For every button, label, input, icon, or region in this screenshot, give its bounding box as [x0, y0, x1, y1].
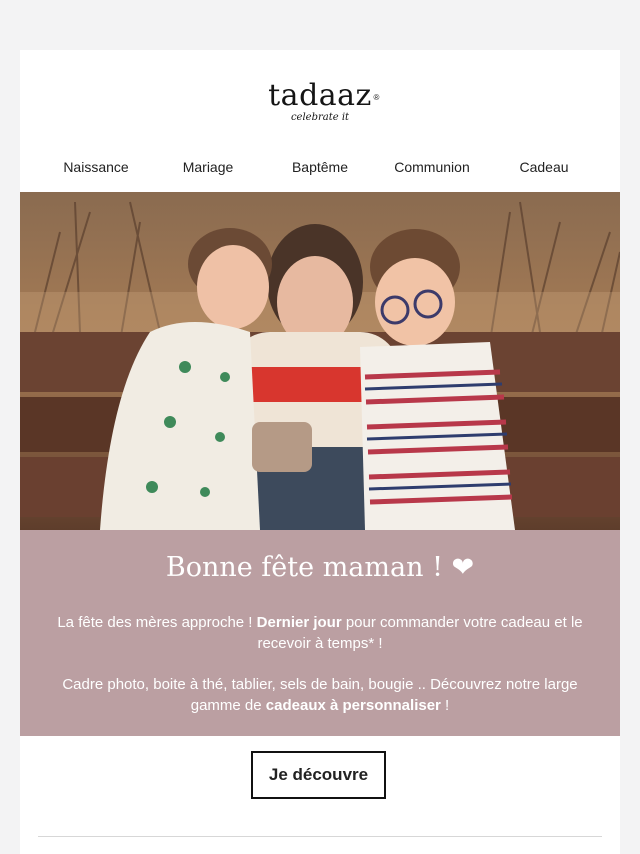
promo-paragraph-2: Cadre photo, boite à thé, tablier, sels de bain, bougie .. Découvrez notre large gamme de cadeaux à personnaliser !	[62, 676, 578, 714]
nav-item-communion[interactable]: Communion	[394, 159, 470, 175]
email-card	[20, 50, 620, 854]
nav-item-cadeau[interactable]: Cadeau	[519, 159, 569, 175]
divider	[38, 836, 602, 837]
nav-item-bapteme[interactable]: Baptême	[291, 159, 349, 175]
promo-headline: Bonne fête maman ! ❤	[165, 552, 475, 583]
nav-item-naissance[interactable]: Naissance	[63, 159, 129, 175]
last-day-emphasis: Dernier jour	[256, 614, 342, 631]
logo-tagline: celebrate it	[290, 112, 350, 123]
category-nav	[20, 154, 620, 180]
hero-illustration	[20, 192, 620, 530]
hero-photo[interactable]	[20, 192, 620, 530]
promo-paragraph-1: La fête des mères approche ! Dernier jour pour commander votre cadeau et le recevoir à temps* !	[57, 614, 583, 652]
discover-button[interactable]: Je découvre	[251, 751, 386, 799]
personalized-gifts-link[interactable]: cadeaux à personnaliser	[265, 697, 441, 714]
promo-banner	[20, 530, 620, 736]
nav-item-mariage[interactable]: Mariage	[182, 159, 234, 175]
brand-logo[interactable]	[20, 76, 620, 132]
registered-mark: ®	[373, 93, 380, 102]
logo-wordmark: tadaaz ®	[268, 76, 372, 116]
